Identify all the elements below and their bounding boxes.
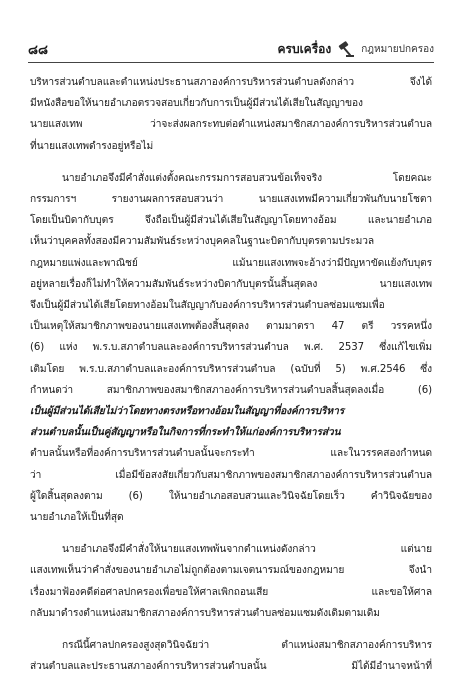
brand-block (277, 40, 434, 59)
text-line: ผู้ใดสิ้นสุดลงตาม (6) ให้นายอำเภอสอบสวนและวินิจฉัยโดยเร็ว คำวินิจฉัยของ (30, 490, 432, 502)
text-line: กรรมการฯ รายงานผลการสอบสวนว่า นายแสงเทพมีความเกี่ยวพันกับนายโชตา (30, 194, 432, 206)
text-line: นายแสงเทพ ว่าจะส่งผลกระทบต่อตำแหน่งสมาชิกสภาองค์การบริหารส่วนตำบล (30, 119, 432, 131)
paragraph (30, 168, 432, 528)
brand-subtitle: กฎหมายปกครอง (361, 43, 434, 55)
text-line: เห็นว่าบุคคลทั้งสองมีความสัมพันธ์ระหว่างบุคคลในฐานะบิดากับบุตรตามประมวล (30, 236, 375, 248)
text-line: กำหนดว่า สมาชิกภาพของสมาชิกสภาองค์การบริหารส่วนตำบลสิ้นสุดลงเมื่อ (6) (30, 384, 432, 396)
paragraph (30, 72, 432, 157)
text-line: นายอำเภอจึงมีคำสั่งให้นายแสงเทพพ้นจากตำแหน่งดังกล่าว แต่นาย (62, 544, 432, 556)
header-divider (28, 62, 434, 63)
text-line: ส่วนตำบลและประธานสภาองค์การบริหารส่วนตำบลนั้น มิได้มีอำนาจหน้าที่ (30, 661, 432, 673)
text-line: เป็นเหตุให้สมาชิกภาพของนายแสงเทพต้องสิ้นสุดลง ตามมาตรา 47 ตรี วรรคหนึ่ง (30, 321, 432, 333)
text-line: เรื่องมาฟ้องคดีต่อศาลปกครองเพื่อขอให้ศาลเพิกถอนเสีย และขอให้ศาล (30, 586, 432, 598)
gavel-icon (337, 40, 355, 58)
text-line: (6) แห่ง พ.ร.บ.สภาตำบลและองค์การบริหารส่วนตำบล พ.ศ. 2537 ซึ่งแก้ไขเพิ่ม (30, 342, 432, 354)
paragraph (30, 539, 432, 624)
text-line: กรณีนี้ศาลปกครองสูงสุดวินิจฉัยว่า ตำแหน่งสมาชิกสภาองค์การบริหาร (62, 640, 432, 652)
text-line: จึงเป็นผู้มีส่วนได้เสียโดยทางอ้อมในสัญญากับองค์การบริหารส่วนตำบลซ่อมแซมเพื่อ (30, 300, 385, 312)
text-line: กลับมาดำรงตำแหน่งสมาชิกสภาองค์การบริหารส่วนตำบลซ่อมแซมดังเดิมตามเดิม (30, 607, 380, 619)
text-line: บริหารส่วนตำบลและตำแหน่งประธานสภาองค์การบริหารส่วนตำบลดังกล่าว จึงได้ (30, 77, 432, 88)
paragraph (30, 635, 432, 677)
body-text (30, 72, 432, 677)
text-line: ตำบลนั้นหรือที่องค์การบริหารส่วนตำบลนั้นจะกระทำ และในวรรคสองกำหนด (30, 448, 432, 460)
text-line: แสงเทพเห็นว่าคำสั่งของนายอำเภอไม่ถูกต้องตามเจตนารมณ์ของกฎหมาย จึงนำ (30, 565, 432, 577)
text-line: โดยเป็นบิดากับบุตร จึงถือเป็นผู้มีส่วนได้เสียในสัญญาโดยทางอ้อม และนายอำเภอ (30, 215, 432, 227)
brand-title: ครบเครื่อง (277, 41, 332, 56)
text-line: ว่า เมื่อมีข้อสงสัยเกี่ยวกับสมาชิกภาพของสมาชิกสภาองค์การบริหารส่วนตำบล (30, 469, 432, 481)
text-line: เติมโดย พ.ร.บ.สภาตำบลและองค์การบริหารส่วนตำบล (ฉบับที่ 5) พ.ศ.2546 ซึ่ง (30, 363, 432, 375)
page-number: ๘๘ (28, 42, 49, 58)
text-line: นายอำเภอให้เป็นที่สุด (30, 512, 124, 524)
text-line: อยู่หลายเรื่องก็ไม่ทำให้ความสัมพันธ์ระหว่างบิดากับบุตรนั้นสิ้นสุดลง นายแสงเทพ (30, 278, 432, 290)
page-header (28, 38, 434, 60)
text-line: ที่นายแสงเทพดำรงอยู่หรือไม่ (30, 140, 154, 152)
text-line: นายอำเภอจึงมีคำสั่งแต่งตั้งคณะกรรมการสอบสวนข้อเท็จจริง โดยคณะ (62, 172, 432, 184)
quoted-provision-line: ส่วนตำบลนั้นเป็นคู่สัญญาหรือในกิจการที่กระทำให้แก่องค์การบริหารส่วน (30, 427, 341, 439)
text-line: มีหนังสือขอให้นายอำเภอตรวจสอบเกี่ยวกับการเป็นผู้มีส่วนได้เสียในสัญญาของ (30, 98, 363, 110)
quoted-provision-line: เป็นผู้มีส่วนได้เสียไม่ว่าโดยทางตรงหรือทางอ้อมในสัญญาที่องค์การบริหาร (30, 406, 345, 418)
text-line: กฎหมายแพ่งและพาณิชย์ แม้นายแสงเทพจะอ้างว่ามีปัญหาขัดแย้งกับบุตร (30, 257, 432, 269)
